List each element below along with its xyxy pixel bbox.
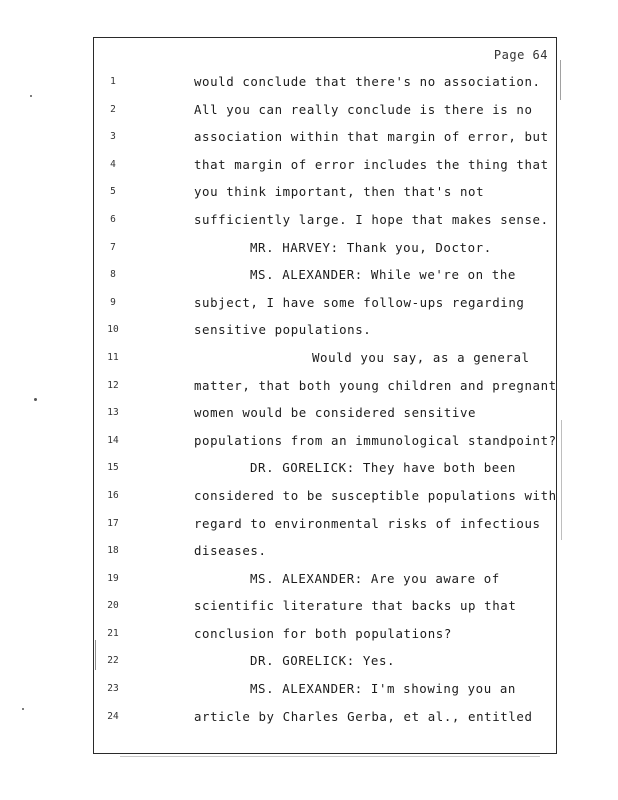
line-text: would conclude that there's no association.: [194, 74, 541, 89]
line-number: 15: [107, 462, 119, 474]
scan-speck: [22, 708, 24, 710]
line-text: MS. ALEXANDER: Are you aware of: [250, 570, 500, 586]
line-number: 7: [110, 241, 116, 253]
line-text: MS. ALEXANDER: While we're on the: [250, 267, 516, 283]
transcript-line: [94, 234, 556, 262]
line-text: considered to be susceptible populations with: [194, 487, 557, 503]
line-text: matter, that both young children and pregnant: [194, 377, 557, 393]
line-text: article by Charles Gerba, et al., entitled: [194, 708, 533, 724]
transcript-line: [94, 703, 556, 731]
line-number: 1: [110, 76, 116, 87]
line-text: that margin of error includes the thing that: [194, 156, 549, 172]
page-number: Page 64: [493, 48, 548, 62]
line-number: 21: [107, 627, 119, 639]
transcript-line: [94, 344, 556, 372]
transcript-line: [94, 620, 556, 648]
line-text: conclusion for both populations?: [194, 625, 452, 641]
transcript-line: [94, 316, 556, 344]
line-number: 16: [107, 489, 119, 501]
line-number: 13: [107, 407, 119, 419]
scan-edge-mark: [560, 60, 561, 100]
transcript-line: [94, 647, 556, 675]
transcript-line: [94, 399, 556, 427]
scan-speck: [30, 95, 32, 97]
transcript-line: [94, 482, 556, 510]
line-text: you think important, then that's not: [194, 184, 485, 200]
scan-edge-mark: [561, 420, 562, 540]
line-number: 20: [107, 600, 119, 612]
line-text: women would be considered sensitive: [194, 405, 477, 421]
transcript-line: [94, 372, 556, 400]
transcript-lines: [94, 68, 556, 730]
line-text: regard to environmental risks of infectious: [194, 515, 541, 531]
line-text: association within that margin of error, but: [194, 129, 549, 145]
line-number: 18: [107, 545, 119, 557]
transcript-line: [94, 178, 556, 206]
line-text: All you can really conclude is there is no: [194, 101, 533, 117]
line-text: Would you say, as a general: [312, 349, 530, 365]
line-text: DR. GORELICK: Yes.: [250, 653, 396, 669]
transcript-line: [94, 68, 556, 96]
line-text: sensitive populations.: [194, 322, 372, 338]
transcript-line: [94, 565, 556, 593]
line-number: 17: [107, 517, 119, 529]
transcript-line: [94, 289, 556, 317]
line-number: 22: [107, 655, 119, 667]
transcript-page: [93, 37, 557, 754]
line-number: 6: [110, 213, 116, 225]
line-number: 2: [110, 103, 116, 115]
line-text: scientific literature that backs up that: [194, 598, 517, 614]
line-text: populations from an immunological standpoint?: [194, 432, 557, 448]
line-text: subject, I have some follow-ups regarding: [194, 294, 525, 310]
line-number: 24: [107, 710, 119, 722]
line-text: DR. GORELICK: They have both been: [250, 460, 516, 476]
transcript-line: [94, 151, 556, 179]
line-number: 23: [107, 683, 119, 695]
line-number: 11: [107, 351, 119, 363]
line-number: 4: [110, 158, 116, 170]
transcript-line: [94, 206, 556, 234]
line-number: 10: [107, 324, 119, 336]
line-text: diseases.: [194, 543, 267, 559]
transcript-line: [94, 96, 556, 124]
line-text: sufficiently large. I hope that makes sense.: [194, 211, 549, 227]
line-number: 9: [110, 296, 116, 308]
transcript-line: [94, 537, 556, 565]
line-number: 12: [107, 379, 119, 391]
line-number: 19: [107, 572, 119, 584]
line-text: MS. ALEXANDER: I'm showing you an: [250, 681, 516, 697]
transcript-line: [94, 592, 556, 620]
transcript-line: [94, 123, 556, 151]
line-text: MR. HARVEY: Thank you, Doctor.: [250, 239, 492, 255]
line-number: 3: [110, 131, 116, 143]
line-number: 5: [110, 186, 116, 198]
scan-edge-mark: [95, 640, 96, 670]
transcript-line: [94, 510, 556, 538]
transcript-line: [94, 454, 556, 482]
transcript-line: [94, 675, 556, 703]
transcript-line: [94, 261, 556, 289]
scan-edge-mark: [120, 756, 540, 757]
transcript-line: [94, 427, 556, 455]
line-number: 14: [107, 434, 119, 446]
line-number: 8: [110, 269, 116, 281]
scan-speck: [34, 398, 37, 401]
